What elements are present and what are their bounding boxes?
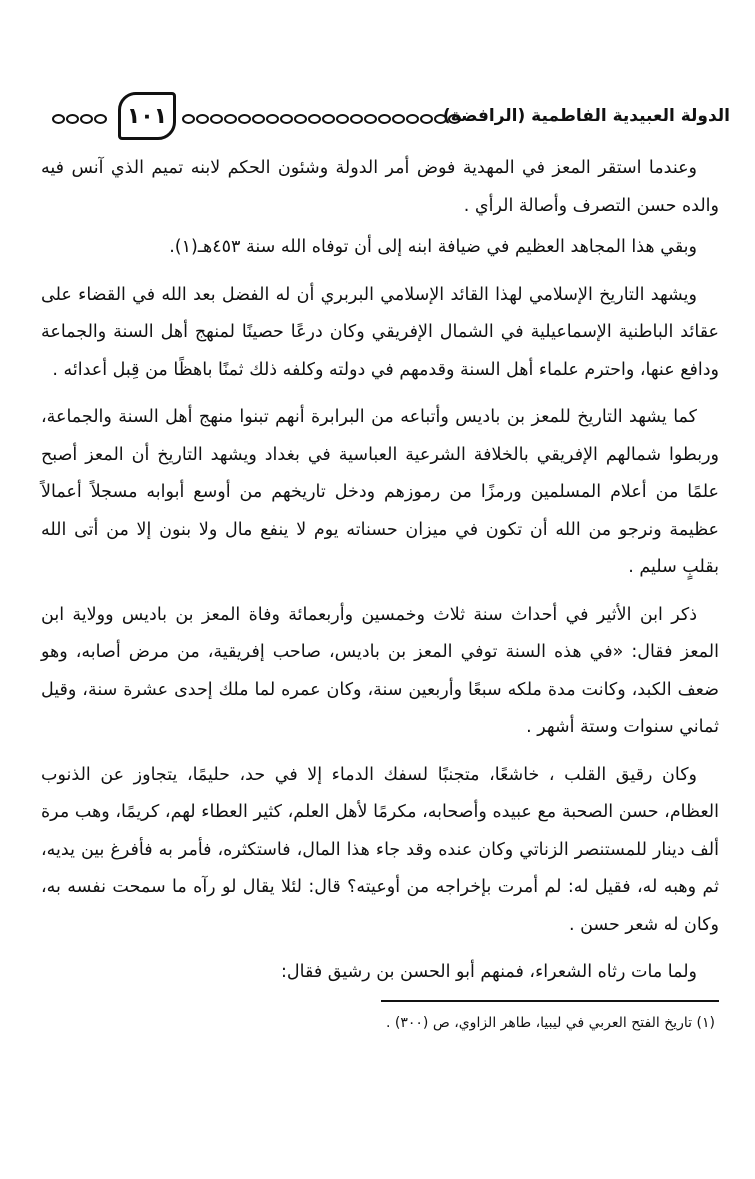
page-header bbox=[40, 92, 730, 152]
decorative-chain-icon bbox=[182, 114, 461, 128]
paragraph: كما يشهد التاريخ للمعز بن باديس وأتباعه من البرابرة أنهم تبنوا منهج أهل السنة والجماعة، وربطوا شمالهم الإفريقي بالخلافة الشرعية العباسية في بغداد ويشهد التاريخ أن المعز أصبح علمًا من أعلام المسلمين ورمزًا من رموزهم ودخل تاريخهم من أوسع أبوابه مسجلاً أعمالاً عظيمة ونرجو من الله أن تكون في ميزان حسناته يوم لا ينفع مال ولا بنون إلا من أتى الله بقلبٍ سليم . bbox=[41, 407, 719, 577]
paragraph: وبقي هذا المجاهد العظيم في ضيافة ابنه إلى أن توفاه الله سنة ٤٥٣هـ(١). bbox=[169, 237, 697, 257]
paragraph: ولما مات رثاه الشعراء، فمنهم أبو الحسن بن رشيق فقال: bbox=[281, 962, 697, 982]
body-text bbox=[41, 150, 719, 1002]
paragraph: ويشهد التاريخ الإسلامي لهذا القائد الإسلامي البربري أن له الفضل بعد الله في القضاء على عقائد الباطنية الإسماعيلية في الشمال الإفريقي وكان درعًا حصينًا لمنهج أهل السنة والجماعة ودافع عنها، واحترم علماء أهل السنة وقدمهم في دولته وكلفه ذلك ثمنًا باهظًا من قِبل أعدائه . bbox=[41, 284, 719, 380]
decorative-chain-end-icon bbox=[52, 114, 107, 128]
paragraph: وكان رقيق القلب ، خاشعًا، متجنبًا لسفك الدماء إلا في حد، حليمًا، يتجاوز عن الذنوب العظام، حسن الصحبة مع عبيده وأصحابه، مكرمًا لأهل العلم، كثير العطاء لهم، كريمًا، وهب مرة ألف دينار للمستنصر الزناتي وكان عنده وقد جاء هذا المال، فاستكثره، فأمر به فأفرغ بين يديه، ثم وهبه له، فقيل له: لم أمرت بإخراجه من أوعيته؟ قال: لئلا يقال لو رآه ما سمحت نفسه به، وكان له شعر حسن . bbox=[41, 764, 719, 935]
footnote-divider bbox=[381, 1000, 719, 1002]
paragraph: ذكر ابن الأثير في أحداث سنة ثلاث وخمسين وأربعمائة وفاة المعز بن باديس وولاية ابن المعز فقال: «في هذه السنة توفي المعز بن باديس، صاحب إفريقية، من مرض أصابه، وهو ضعف الكبد، وكانت مدة ملكه سبعًا وأربعين سنة، وكان عمره لما ملك إحدى عشرة سنة، وقيل ثماني سنوات وستة أشهر . bbox=[41, 604, 719, 737]
paragraph: وعندما استقر المعز في المهدية فوض أمر الدولة وشئون الحكم لابنه تميم الذي آنس فيه والده حسن التصرف وأصالة الرأي . bbox=[41, 158, 719, 216]
footnote: (١) تاريخ الفتح العربي في ليبيا، طاهر الزاوي، ص (٣٠٠) . bbox=[385, 1015, 715, 1031]
running-title: الدولة العبيدية الفاطمية (الرافضة) bbox=[442, 106, 730, 126]
page-number: ١٠١ bbox=[118, 92, 176, 140]
